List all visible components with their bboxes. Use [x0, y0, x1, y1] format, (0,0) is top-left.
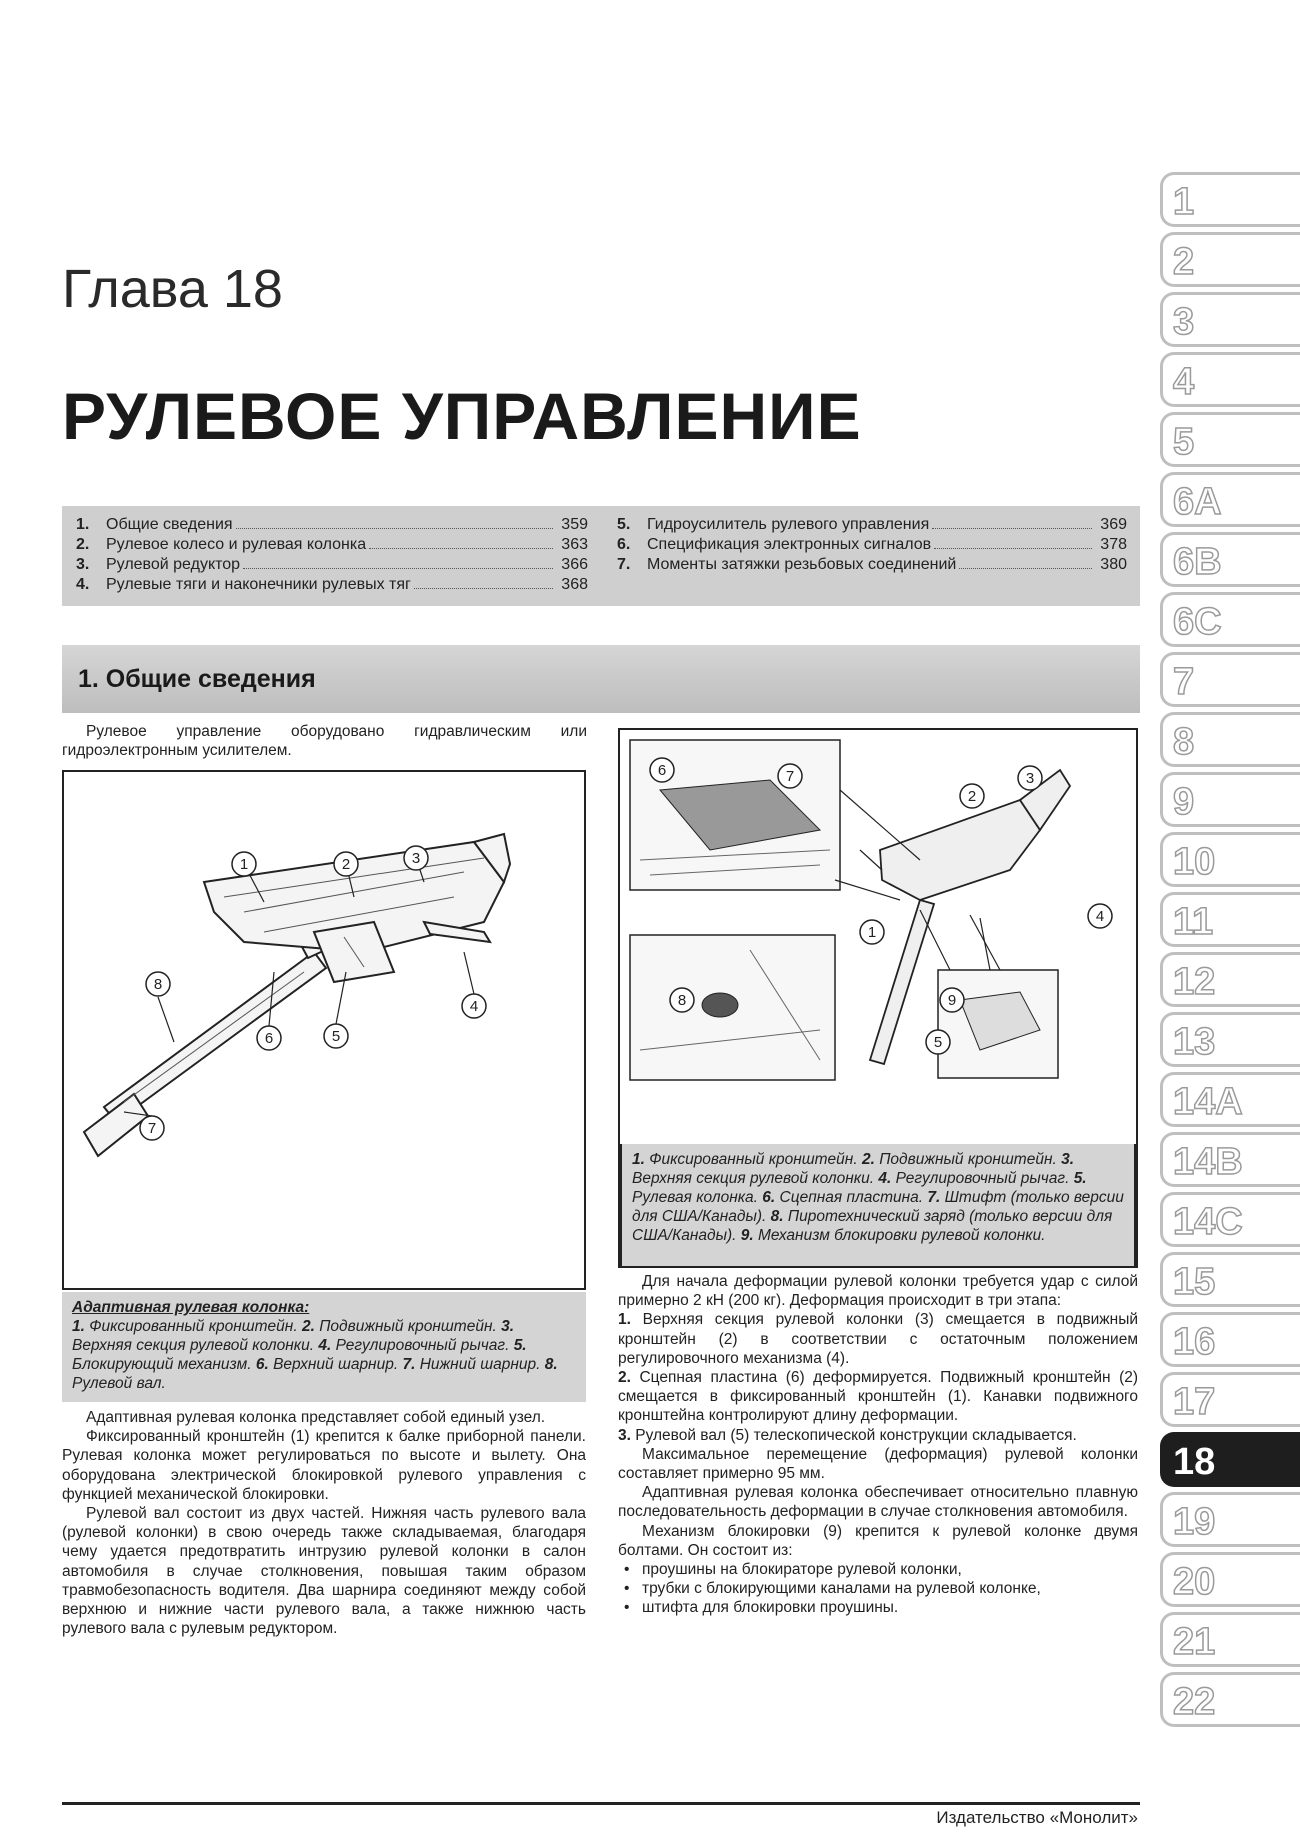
chapter-tab-label: 6A — [1173, 481, 1222, 523]
chapter-tab-label: 9 — [1173, 781, 1195, 823]
callout-label: 3 — [411, 850, 421, 867]
caption-item-text: Механизм блокировки рулевой колонки. — [758, 1227, 1046, 1244]
chapter-tab-16[interactable] — [1160, 1312, 1300, 1367]
steering-shaft-shape — [104, 952, 326, 1122]
column-deformation-illustration — [620, 730, 1136, 1144]
step-number: 1. — [618, 1311, 643, 1329]
callout-label: 8 — [677, 992, 687, 1009]
chapter-tab-14b[interactable] — [1160, 1132, 1300, 1187]
caption-item-number: 4. — [318, 1337, 336, 1354]
toc-entry-number: 5. — [617, 516, 631, 533]
step-text: Верхняя секция рулевой колонки (3) смещается в подвижный кронштейн (2) в соответствии с остаточным положением регулировочного механизма (4). — [618, 1311, 1139, 1367]
chapter-tab-label: 6C — [1173, 601, 1222, 643]
chapter-tab-4[interactable] — [1160, 352, 1300, 407]
chapter-tab-5[interactable] — [1160, 412, 1300, 467]
caption-item-text: Рулевая колонка. — [632, 1189, 763, 1206]
toc-left-column — [76, 516, 588, 596]
chapter-tab-label: 10 — [1173, 841, 1216, 883]
chapter-tab-14c[interactable] — [1160, 1192, 1300, 1247]
chapter-tab-label: 17 — [1173, 1381, 1216, 1423]
chapter-tab-label: 1 — [1173, 181, 1195, 223]
caption-item-number: 1. — [72, 1318, 90, 1335]
caption-left-title: Адаптивная рулевая колонка: — [72, 1299, 310, 1316]
intro-paragraph: Рулевое управление оборудовано гидравлическим или гидроэлектронным усилителем. — [62, 723, 587, 759]
caption-item-number: 2. — [301, 1318, 320, 1335]
toc-entry[interactable] — [617, 516, 1127, 536]
caption-item-number: 8. — [544, 1356, 558, 1373]
caption-item-text: Верхняя секция рулевой колонки. — [632, 1170, 879, 1187]
chapter-tab-label: 14C — [1173, 1201, 1243, 1243]
right-paragraph-2: Максимальное перемещение (деформация) рулевой колонки составляет примерно 95 мм. — [618, 1445, 1138, 1483]
caption-item-number: 6. — [255, 1356, 274, 1373]
chapter-tab-label: 14A — [1173, 1081, 1243, 1123]
page-title: РУЛЕВОЕ УПРАВЛЕНИЕ — [62, 379, 862, 453]
caption-right-body — [632, 1150, 1124, 1245]
toc-leader-dots — [243, 568, 553, 569]
deformation-step — [618, 1368, 1138, 1426]
left-paragraph: Адаптивная рулевая колонка представляет собой единый узел. — [86, 1409, 546, 1426]
toc-entry-page: 380 — [1100, 556, 1127, 573]
toc-leader-dots — [369, 548, 553, 549]
step-text: Сцепная пластина (6) деформируется. Подвижный кронштейн (2) смещается в фиксированный кронштейн (1). Канавки подвижного кронштейна контролируют длину деформации. — [618, 1369, 1139, 1425]
chapter-tab-label: 19 — [1173, 1501, 1216, 1543]
chapter-tab-label: 12 — [1173, 961, 1216, 1003]
callout-label: 1 — [867, 924, 877, 941]
caption-left-body — [72, 1317, 576, 1393]
chapter-tab-21[interactable] — [1160, 1612, 1300, 1667]
deformation-step — [618, 1310, 1138, 1368]
chapter-tab-13[interactable] — [1160, 1012, 1300, 1067]
callout-label: 2 — [341, 856, 351, 873]
toc-entry-number: 2. — [76, 536, 90, 553]
caption-item-number: 7. — [927, 1189, 945, 1206]
right-text-column — [618, 1272, 1138, 1618]
chapter-tab-11[interactable] — [1160, 892, 1300, 947]
chapter-tab-7[interactable] — [1160, 652, 1300, 707]
chapter-tab-label: 21 — [1173, 1621, 1216, 1663]
caption-item-number: 2. — [861, 1151, 880, 1168]
chapter-tab-6b[interactable] — [1160, 532, 1300, 587]
caption-item-number: 4. — [878, 1170, 896, 1187]
caption-item-number: 6. — [762, 1189, 780, 1206]
deformation-steps — [618, 1310, 1138, 1444]
callout-label: 6 — [264, 1030, 274, 1047]
chapter-tab-label: 5 — [1173, 421, 1195, 463]
caption-item-text: Нижний шарнир. — [419, 1356, 545, 1373]
caption-item-number: 5. — [513, 1337, 527, 1354]
toc-entry-number: 4. — [76, 576, 90, 593]
toc-entry[interactable] — [76, 536, 588, 556]
step-number: 2. — [618, 1369, 640, 1387]
caption-item-text: Подвижный кронштейн. — [879, 1151, 1062, 1168]
section-heading: 1. Общие сведения — [78, 665, 316, 693]
callout-label: 4 — [1095, 908, 1105, 925]
chapter-tab-label: 13 — [1173, 1021, 1216, 1063]
toc-entry[interactable] — [76, 516, 588, 536]
bullet-item: • штифта для блокировки проушины. — [618, 1598, 1138, 1617]
chapter-tab-label: 11 — [1173, 901, 1214, 943]
caption-item-number: 3. — [1061, 1151, 1075, 1168]
bullet-item: • трубки с блокирующими каналами на рулевой колонке, — [618, 1579, 1138, 1598]
chapter-tab-14a[interactable] — [1160, 1072, 1300, 1127]
caption-item-number: 8. — [770, 1208, 788, 1225]
chapter-tab-12[interactable] — [1160, 952, 1300, 1007]
callout-label: 8 — [153, 976, 163, 993]
toc-entry[interactable] — [617, 536, 1127, 556]
pyro-charge-shape — [702, 993, 738, 1017]
toc-entry-page: 359 — [561, 516, 588, 533]
toc-entry-title: Рулевой редуктор — [106, 556, 241, 573]
callout-label: 5 — [331, 1028, 341, 1045]
chapter-tab-6c[interactable] — [1160, 592, 1300, 647]
toc-entry-title: Гидроусилитель рулевого управления — [647, 516, 930, 533]
toc-right-column — [617, 516, 1127, 576]
chapter-tab-20[interactable] — [1160, 1552, 1300, 1607]
chapter-tab-label: 15 — [1173, 1261, 1216, 1303]
left-paragraph: Фиксированный кронштейн (1) крепится к балке приборной панели. Рулевая колонка может регулироваться по высоте и вылету. Она оборудована электрической блокировкой рулевого управления с функцией механической блокировки. — [62, 1428, 586, 1503]
chapter-tab-2[interactable] — [1160, 232, 1300, 287]
caption-item-number: 1. — [632, 1151, 650, 1168]
callout-label: 5 — [933, 1034, 943, 1051]
caption-item-number: 3. — [501, 1318, 515, 1335]
left-text-column — [62, 1408, 586, 1638]
chapter-tab-label: 8 — [1173, 721, 1195, 763]
toc-leader-dots — [934, 548, 1092, 549]
callout-label: 2 — [967, 788, 977, 805]
toc-leader-dots — [932, 528, 1092, 529]
caption-item-text: Сцепная пластина. — [779, 1189, 928, 1206]
footer-divider — [62, 1802, 1140, 1805]
toc-leader-dots — [414, 588, 553, 589]
steering-column-illustration — [64, 772, 584, 1288]
caption-item-text: Верхняя секция рулевой колонки. — [72, 1337, 319, 1354]
caption-item-number: 9. — [740, 1227, 758, 1244]
caption-left — [62, 1292, 586, 1402]
caption-item-text: Штифт (только версии для США/Канады). — [632, 1189, 1124, 1225]
toc-entry-page: 366 — [561, 556, 588, 573]
chapter-tab-label: 7 — [1173, 661, 1195, 703]
publisher-footer: Издательство «Монолит» — [936, 1808, 1138, 1827]
chapter-tab-label: 2 — [1173, 241, 1195, 283]
toc-entry[interactable] — [76, 576, 588, 596]
chapter-tab-label: 18 — [1173, 1441, 1216, 1483]
table-of-contents — [62, 506, 1140, 606]
chapter-tab-label: 4 — [1173, 361, 1195, 403]
deformation-step — [618, 1426, 1138, 1445]
caption-item-text: Регулировочный рычаг. — [895, 1170, 1074, 1187]
right-paragraph-3: Адаптивная рулевая колонка обеспечивает относительно плавную последовательность деформации в случае столкновения автомобиля. — [618, 1484, 1138, 1521]
callout-label: 3 — [1025, 770, 1035, 787]
step-text: Рулевой вал (5) телескопической конструкции складывается. — [635, 1426, 1077, 1444]
caption-item-text: Регулировочный рычаг. — [335, 1337, 514, 1354]
chapter-tab-1[interactable] — [1160, 172, 1300, 227]
chapter-tab-label: 22 — [1173, 1681, 1216, 1723]
chapter-tab-3[interactable] — [1160, 292, 1300, 347]
callout-label: 4 — [469, 998, 479, 1015]
toc-leader-dots — [959, 568, 1092, 569]
chapter-tab-19[interactable] — [1160, 1492, 1300, 1547]
caption-item-text: Верхний шарнир. — [273, 1356, 403, 1373]
chapter-tab-10[interactable] — [1160, 832, 1300, 887]
right-paragraph-4: Механизм блокировки (9) крепится к рулевой колонке двумя болтами. Он состоит из: — [618, 1522, 1138, 1559]
chapter-tab-6a[interactable] — [1160, 472, 1300, 527]
caption-item-text: Рулевой вал. — [72, 1375, 166, 1392]
chapter-tab-label: 6B — [1173, 541, 1222, 583]
chapter-tab-label: 3 — [1173, 301, 1195, 343]
toc-entry-number: 7. — [617, 556, 631, 573]
callout-label: 7 — [785, 768, 795, 785]
toc-entry-title: Моменты затяжки резьбовых соединений — [647, 556, 957, 573]
chapter-tab-label: 14B — [1173, 1141, 1243, 1183]
left-paragraph: Рулевой вал состоит из двух частей. Нижняя часть рулевого вала (рулевой колонки) в свою очередь также складываемая, благодаря чему удается предотвратить интрузию рулевой колонки в салон автомобиля в случае столкновения, повышая таким образом травмобезопасность водителя. Два шарнира соединяют между собой верхнюю и нижние части рулевого вала, а также нижнюю часть рулевого вала с рулевым редуктором. — [62, 1505, 586, 1638]
right-paragraph-1: Для начала деформации рулевой колонки требуется удар с силой примерно 2 кН (200 кг). Деформация происходит в три этапа: — [618, 1273, 1138, 1310]
toc-entry-title: Общие сведения — [106, 516, 233, 533]
chapter-label: Глава 18 — [62, 259, 283, 319]
caption-item-number: 7. — [402, 1356, 420, 1373]
bullet-item: • проушины на блокираторе рулевой колонки, — [618, 1560, 1138, 1579]
caption-right — [620, 1144, 1136, 1268]
caption-item-text: Блокирующий механизм. — [72, 1356, 256, 1373]
column-body-shape — [880, 800, 1040, 900]
caption-item-text: Пиротехнический заряд (только версии для США/Канады). — [632, 1208, 1113, 1244]
toc-entry-page: 369 — [1100, 516, 1127, 533]
section-header-bar — [62, 645, 1140, 713]
chapter-tab-label: 16 — [1173, 1321, 1216, 1363]
toc-entry[interactable] — [76, 556, 588, 576]
toc-entry-title: Рулевое колесо и рулевая колонка — [106, 536, 367, 553]
toc-entry-number: 3. — [76, 556, 90, 573]
toc-entry-title: Рулевые тяги и наконечники рулевых тяг — [106, 576, 411, 593]
chapter-tab-9[interactable] — [1160, 772, 1300, 827]
figure-adaptive-steering-column — [62, 770, 586, 1290]
chapter-tab-17[interactable] — [1160, 1372, 1300, 1427]
toc-entry-page: 378 — [1100, 536, 1127, 553]
caption-item-number: 5. — [1073, 1170, 1087, 1187]
caption-item-text: Фиксированный кронштейн. — [89, 1318, 302, 1335]
chapter-tab-8[interactable] — [1160, 712, 1300, 767]
lock-components-list — [618, 1560, 1138, 1618]
toc-leader-dots — [236, 528, 553, 529]
callout-label: 7 — [147, 1120, 157, 1137]
chapter-tab-15[interactable] — [1160, 1252, 1300, 1307]
chapter-tab-22[interactable] — [1160, 1672, 1300, 1727]
step-number: 3. — [618, 1426, 636, 1444]
toc-entry[interactable] — [617, 556, 1127, 576]
caption-item-text: Подвижный кронштейн. — [319, 1318, 502, 1335]
chapter-tab-label: 20 — [1173, 1561, 1216, 1603]
caption-item-text: Фиксированный кронштейн. — [649, 1151, 862, 1168]
toc-entry-page: 363 — [561, 536, 588, 553]
toc-entry-page: 368 — [561, 576, 588, 593]
callout-label: 1 — [239, 856, 249, 873]
toc-entry-number: 6. — [617, 536, 631, 553]
toc-entry-number: 1. — [76, 516, 90, 533]
chapter-tab-18[interactable] — [1160, 1432, 1300, 1487]
toc-entry-title: Спецификация электронных сигналов — [647, 536, 932, 553]
callout-label: 9 — [947, 992, 957, 1009]
chapter-tabs — [1160, 172, 1300, 1732]
callout-label: 6 — [657, 762, 667, 779]
